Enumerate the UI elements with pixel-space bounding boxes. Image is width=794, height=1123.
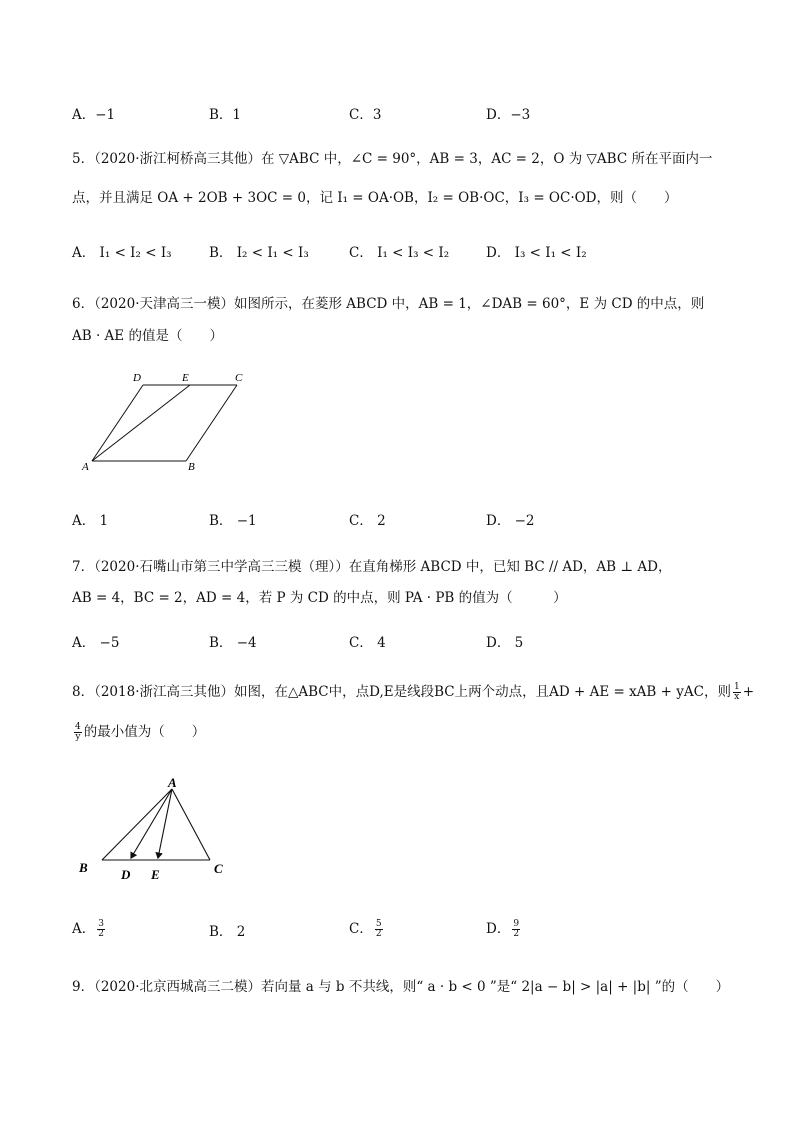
q6-label-b: B: [188, 461, 195, 473]
q8-option-b: B． 2: [209, 924, 246, 940]
q8-triangle-figure: [74, 772, 239, 884]
q8-stem-text: 8．（2018·浙江高三其他）如图，在△ABC中，点D,E是线段BC上两个动点，且AD + AE = xAB + yAC，则: [72, 684, 731, 700]
q8-option-d-fraction: $\frac{9}{2}$: [513, 919, 520, 939]
q8-option-c: C． $\frac{5}{2}$: [349, 919, 382, 939]
q6-label-d: D: [133, 372, 141, 384]
q4-option-c: C．3: [349, 107, 382, 123]
q8-label-b: B: [79, 860, 88, 875]
q7-option-a: A． −5: [72, 635, 120, 651]
q8-option-d: D． $\frac{9}{2}$: [486, 919, 520, 939]
q5-stem-line2: 点，并且满足 OA + 2OB + 3OC = 0，记 I₁ = OA·OB，I₂ = OB·OC，I₃ = OC·OD，则（ ）: [72, 190, 678, 206]
q8-label-c: C: [214, 861, 223, 876]
q6-option-a: A． 1: [72, 513, 109, 529]
q7-option-b: B． −4: [209, 635, 257, 651]
q9-stem-line1: 9．（2020·北京西城高三二模）若向量 a 与 b 不共线，则“ a · b < 0 ”是“ 2|a − b| > |a| + |b| ”的（ ）: [72, 979, 730, 995]
q6-option-c: C． 2: [349, 513, 386, 529]
q6-label-c: C: [235, 372, 243, 384]
q6-option-b: B． −1: [209, 513, 257, 529]
q8-fraction-1-over-x: $\frac{1}{x}$: [733, 682, 740, 702]
q7-stem-line1: 7．（2020·石嘴山市第三中学高三三模（理））在直角梯形 ABCD 中，已知 BC // AD，AB ⊥ AD，: [72, 559, 672, 575]
q8-label-a: A: [168, 775, 177, 790]
q8-stem-line2: $\frac{4}{y}$ 的最小值为（ ）: [75, 722, 206, 742]
q5-option-d: D． I₃ < I₁ < I₂: [486, 245, 587, 261]
q5-option-c: C． I₁ < I₃ < I₂: [349, 245, 450, 261]
q7-option-c: C． 4: [349, 635, 386, 651]
q6-label-e: E: [182, 372, 189, 384]
q4-option-b: B．1: [209, 107, 242, 123]
q6-option-d: D． −2: [486, 513, 535, 529]
q5-stem-line1: 5．（2020·浙江柯桥高三其他）在 ▽ABC 中，∠C = 90°，AB = 3，AC = 2，O 为 ▽ABC 所在平面内一: [72, 151, 713, 167]
q8-option-a: A． $\frac{3}{2}$: [72, 919, 104, 939]
q8-option-a-fraction: $\frac{3}{2}$: [98, 919, 104, 939]
q6-stem-line1: 6．（2020·天津高三一模）如图所示，在菱形 ABCD 中，AB = 1，∠DAB = 60°，E 为 CD 的中点，则: [72, 296, 705, 312]
q8-label-d: D: [121, 867, 131, 882]
q8-option-c-fraction: $\frac{5}{2}$: [375, 919, 382, 939]
q8-label-e: E: [151, 867, 160, 882]
q8-fraction-4-over-y: $\frac{4}{y}$: [75, 722, 81, 742]
q8-stem-line1: 8．（2018·浙江高三其他）如图，在△ABC中，点D,E是线段BC上两个动点，且AD + AE = xAB + yAC，则 $\frac{1}{x}$ +: [72, 682, 755, 702]
q5-option-a: A． I₁ < I₂ < I₃: [72, 245, 172, 261]
q5-option-b: B． I₂ < I₁ < I₃: [209, 245, 309, 261]
q4-option-a: A．−1: [72, 107, 116, 123]
q7-option-d: D． 5: [486, 635, 524, 651]
q7-stem-line2: AB = 4，BC = 2，AD = 4，若 P 为 CD 的中点，则 PA · PB 的值为（ ）: [72, 590, 567, 606]
q4-option-d: D．−3: [486, 107, 531, 123]
q6-rhombus-figure: [78, 368, 253, 476]
q6-stem-line2: AB · AE 的值是（ ）: [72, 328, 223, 344]
q6-label-a: A: [82, 461, 89, 473]
